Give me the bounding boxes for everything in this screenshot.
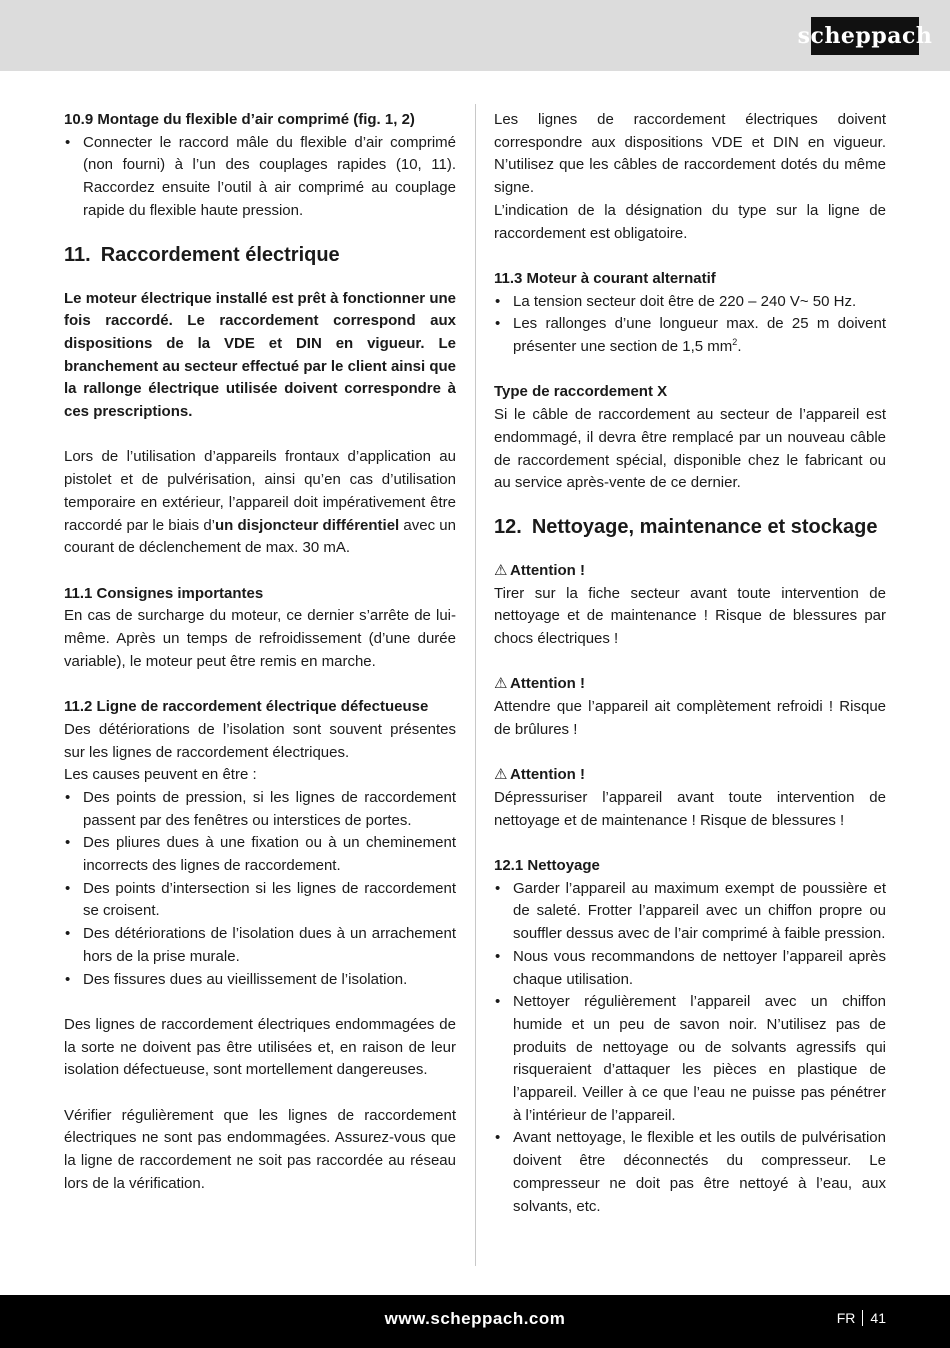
list-item: • Connecter le raccord mâle du flexible d’air comprimé (non fourni) à l’un des couplages rapides (10, 11). Raccordez ensuite l’outil à air comprimé au couplage rapide du flexible haute pression. bbox=[64, 132, 456, 223]
section-number: 12. bbox=[494, 515, 522, 538]
section-11-2-text: Des détériorations de l’isolation sont souvent présentes sur les lignes de raccordement électriques. bbox=[64, 720, 456, 761]
list-item: • Des détériorations de l’isolation dues à un arrachement hors de la prise murale. bbox=[64, 923, 456, 968]
website-link[interactable]: www.scheppach.com bbox=[384, 1309, 566, 1328]
attention-heading-3: ⚠ Attention ! bbox=[494, 764, 886, 787]
section-11-paragraph: Lors de l’utilisation d’appareils frontaux d’application au pistolet et de pulvérisation, ainsi qu’en cas d’utilisation temporaire en extérieur, l’appareil doit impérativement être raccordé par le biais d’un disjoncteur différentiel avec un courant de déclenchement de max. 30 mA. bbox=[64, 448, 456, 557]
list-item: • Les rallonges d’une longueur max. de 25 m doivent présenter une section de 1,5 $mm^2$. bbox=[494, 313, 886, 358]
list-item: • Nous vous recommandons de nettoyer l’appareil après chaque utilisation. bbox=[494, 946, 886, 991]
list-item: • Des fissures dues au vieillissement de l’isolation. bbox=[64, 969, 456, 992]
section-11-2-paragraph-2: Des lignes de raccordement électriques endommagées de la sorte ne doivent pas être utilisées et, en raison de leur isolation défectueuse, sont mortellement dangereuses. bbox=[64, 1015, 456, 1079]
left-column bbox=[64, 109, 456, 1196]
column-divider bbox=[475, 104, 476, 1266]
rcd-emphasis: un disjoncteur différentiel bbox=[215, 516, 400, 534]
section-10-9-list bbox=[64, 132, 456, 223]
language-code: FR bbox=[836, 1310, 856, 1326]
attention-text-3: Dépressuriser l’appareil avant toute intervention de nettoyage et de maintenance ! Risque de blessures ! bbox=[494, 788, 886, 829]
cable-paragraph-2: L’indication de la désignation du type sur la ligne de raccordement est obligatoire. bbox=[494, 201, 886, 242]
attention-text-1: Tirer sur la fiche secteur avant toute intervention de nettoyage et de maintenance ! Risque de blessures par chocs électriques ! bbox=[494, 584, 886, 648]
list-item: • Garder l’appareil au maximum exempt de poussière et de saleté. Frotter l’appareil avec un chiffon propre ou souffler dessus avec de l’air comprimé à faible pression. bbox=[494, 878, 886, 946]
warning-triangle-icon: ⚠ bbox=[494, 675, 508, 693]
header-band bbox=[0, 0, 950, 71]
section-11-bold-paragraph: Le moteur électrique installé est prêt à fonctionner une fois raccordé. Le raccordement correspond aux dispositions de la VDE et DIN en vigueur. Le branchement au secteur effectué par le client ainsi que la rallonge électrique utilisée doivent correspondre à ces prescriptions. bbox=[64, 289, 456, 421]
type-x-text: Si le câble de raccordement au secteur de l’appareil est endommagé, il devra être remplacé par un nouveau câble de raccordement spécial, disponible chez le fabricant ou au service après-vente de ce dernier. bbox=[494, 406, 886, 492]
list-item: • Des points d’intersection si les lignes de raccordement se croisent. bbox=[64, 878, 456, 923]
list-item: • Nettoyer régulièrement l’appareil avec un chiffon humide et un peu de savon noir. N’utilisez pas de produits de nettoyage ou de solvants agressifs qui risqueraient d’attaquer les pièces en plastique de l’appareil. Veiller à ce que l’eau ne puisse pas pénétrer à l’intérieur de l’appareil. bbox=[494, 991, 886, 1127]
attention-heading-2: ⚠ Attention ! bbox=[494, 673, 886, 696]
section-11-3-heading: 11.3 Moteur à courant alternatif bbox=[494, 269, 716, 287]
section-11-2-list bbox=[64, 787, 456, 991]
section-12-1-list bbox=[494, 878, 886, 1219]
attention-heading-1: ⚠ Attention ! bbox=[494, 560, 886, 583]
type-x-heading: Type de raccordement X bbox=[494, 383, 668, 401]
section-11-3-list bbox=[494, 291, 886, 359]
section-number: 11. bbox=[64, 243, 91, 266]
page-indicator bbox=[837, 1310, 886, 1326]
list-item: • Des pliures dues à une fixation ou à un cheminement incorrects des lignes de raccordement. bbox=[64, 832, 456, 877]
cable-paragraph-1: Les lignes de raccordement électriques doivent correspondre aux dispositions VDE et DIN en vigueur. N’utilisez que les câbles de raccordement dotés du même signe. bbox=[494, 111, 886, 197]
right-column bbox=[494, 109, 886, 1218]
list-item: • La tension secteur doit être de 220 – 240 V~ 50 Hz. bbox=[494, 291, 886, 314]
attention-text-2: Attendre que l’appareil ait complètement refroidi ! Risque de brûlures ! bbox=[494, 698, 886, 738]
footer-band bbox=[0, 1295, 950, 1348]
section-12-heading bbox=[494, 514, 886, 540]
section-title: Nettoyage, maintenance et stockage bbox=[531, 515, 878, 538]
section-11-heading bbox=[64, 242, 456, 268]
list-item: • Des points de pression, si les lignes de raccordement passent par des fenêtres ou interstices de portes. bbox=[64, 787, 456, 832]
section-11-2-paragraph-3: Vérifier régulièrement que les lignes de raccordement électriques ne sont pas endommagées. Assurez-vous que la ligne de raccordement ne soit pas raccordée au réseau lors de la vérification. bbox=[64, 1106, 456, 1192]
section-title: Raccordement électrique bbox=[100, 243, 340, 266]
brand-logo: scheppach bbox=[811, 17, 919, 55]
warning-triangle-icon: ⚠ bbox=[494, 766, 508, 784]
page-number: 41 bbox=[870, 1310, 886, 1326]
section-10-9-heading: 10.9 Montage du flexible d’air comprimé (fig. 1, 2) bbox=[64, 111, 415, 128]
section-11-1-heading: 11.1 Consignes importantes bbox=[64, 584, 264, 602]
section-11-2-heading: 11.2 Ligne de raccordement électrique défectueuse bbox=[64, 698, 429, 716]
section-12-1-heading: 12.1 Nettoyage bbox=[494, 857, 600, 875]
separator bbox=[862, 1310, 863, 1326]
section-11-2-causes: Les causes peuvent en être : bbox=[64, 766, 257, 784]
section-11-1-text: En cas de surcharge du moteur, ce dernier s’arrête de lui-même. Après un temps de refroidissement (d’une durée variable), le moteur peut être remis en marche. bbox=[64, 607, 456, 670]
list-item: • Avant nettoyage, le flexible et les outils de pulvérisation doivent être déconnectés du compresseur. Le compresseur ne doit pas être nettoyé à l’eau, aux solvants, etc. bbox=[494, 1127, 886, 1218]
warning-triangle-icon: ⚠ bbox=[494, 561, 508, 579]
